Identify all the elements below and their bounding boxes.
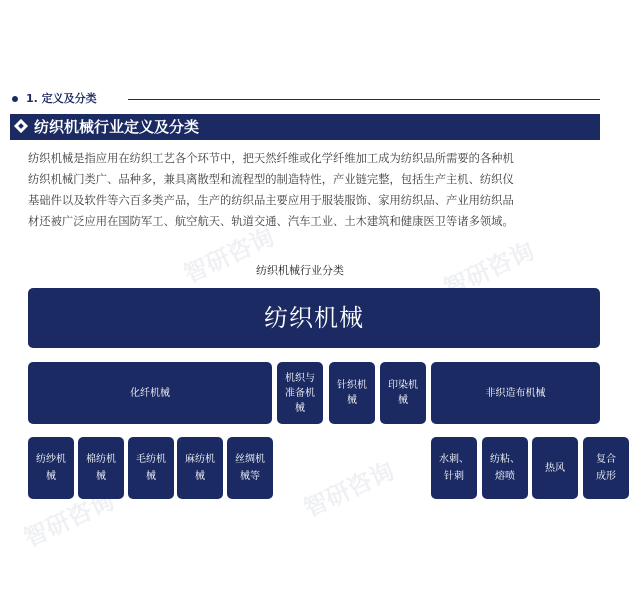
node-label: 机织与 准备机 械 <box>285 372 315 414</box>
node-spunbond <box>482 437 528 499</box>
diamond-icon <box>14 119 28 133</box>
node-label: 复合 成形 <box>596 454 616 482</box>
node-hemp <box>177 437 223 499</box>
node-hot-air <box>532 437 578 499</box>
node-silk <box>227 437 273 499</box>
node-cotton <box>78 437 124 499</box>
page-title: 纺织机械行业定义及分类 <box>34 118 200 136</box>
node-label: 棉纺机 械 <box>86 454 116 482</box>
node-knitting <box>329 362 375 424</box>
node-label: 印染机 械 <box>388 380 418 406</box>
node-label: 水刺、 针刺 <box>439 454 469 482</box>
watermark: 智研咨询 <box>19 486 119 553</box>
node-wool <box>128 437 174 499</box>
node-chemical-fiber <box>28 362 272 424</box>
node-nonwoven <box>431 362 600 424</box>
title-bar <box>10 114 600 140</box>
intro-line: 纺织机械门类广、品种多，兼具离散型和流程型的制造特性，产业链完整，包括生产主机、纺织仪 <box>28 173 514 186</box>
intro-line: 纺织机械是指应用在纺织工艺各个环节中，把天然纤维或化学纤维加工成为纺织品所需要的各种机 <box>28 152 514 165</box>
node-label: 化纤机械 <box>130 387 170 399</box>
watermark: 智研咨询 <box>299 456 399 523</box>
node-dyeing <box>380 362 426 424</box>
node-root-label: 纺织机械 <box>264 304 364 332</box>
node-spinning <box>28 437 74 499</box>
intro-paragraph <box>28 148 600 228</box>
intro-line: 基础件以及软件等六百多类产品，生产的纺织品主要应用于服装服饰、家用纺织品、产业用纺织品 <box>28 194 514 207</box>
node-composite <box>583 437 629 499</box>
node-label: 纺粘、 熔喷 <box>490 454 520 482</box>
node-weaving <box>277 362 323 424</box>
bullet-icon <box>12 96 18 102</box>
node-label: 针织机 械 <box>337 380 367 406</box>
node-label: 非织造布机械 <box>485 387 546 399</box>
watermark: 智研咨询 <box>179 222 279 289</box>
node-root <box>28 288 600 348</box>
node-label: 热风 <box>545 462 565 474</box>
node-label: 毛纺机 械 <box>136 454 166 482</box>
node-spunlace <box>431 437 477 499</box>
section-heading <box>10 92 600 106</box>
intro-line: 材还被广泛应用在国防军工、航空航天、轨道交通、汽车工业、土木建筑和健康医卫等诸多领域。 <box>28 215 514 228</box>
diagram-title: 纺织机械行业分类 <box>256 264 344 277</box>
watermark: 智研咨询 <box>439 236 539 303</box>
section-divider <box>128 99 600 100</box>
node-label: 麻纺机 械 <box>185 454 215 482</box>
node-label: 丝绸机 械等 <box>235 454 265 482</box>
node-label: 纺纱机 械 <box>36 454 66 482</box>
section-label: 1. 定义及分类 <box>26 92 97 105</box>
